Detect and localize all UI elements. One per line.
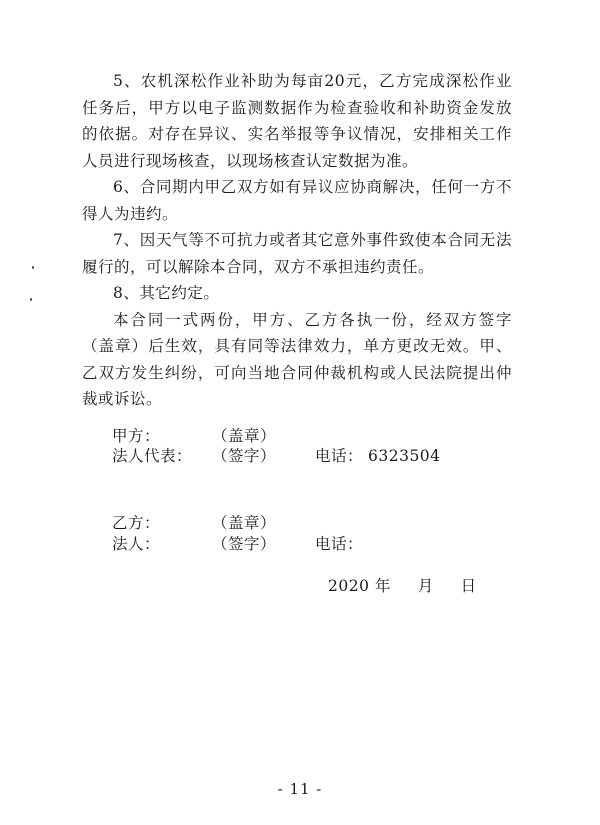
effectiveness-clause: 本合同一式两份，甲方、乙方各执一份，经双方签字（盖章）后生效，具有同等法律效力，单方更改无效。甲、乙双方发生纠纷，可向当地合同仲裁机构或人民法院提出仲裁或诉讼。 — [82, 310, 512, 408]
contract-body — [82, 68, 512, 413]
clause-7: 7、因天气等不可抗力或者其它意外事件致使本合同无法履行的，可以解除本合同，双方不承担违约责任。 — [82, 231, 512, 276]
party-a-phone-label: 电话： — [315, 447, 364, 465]
date-month-unit: 月 — [417, 577, 434, 595]
party-a-label: 甲方： — [112, 427, 161, 445]
scan-speck — [30, 298, 32, 301]
party-b-phone-label: 电话： — [315, 535, 364, 553]
party-b-seal: （盖章） — [212, 514, 277, 532]
page-number: - 11 - — [277, 780, 323, 798]
party-a-phone: 6323504 — [368, 447, 441, 465]
party-b-rep-label: 法人： — [112, 535, 161, 553]
date-day-unit: 日 — [460, 577, 477, 595]
party-a-seal: （盖章） — [212, 427, 277, 445]
party-b-sign: （签字） — [212, 535, 277, 553]
party-a-rep-label: 法人代表： — [112, 447, 193, 465]
clause-8: 8、其它约定。 — [113, 284, 220, 302]
party-a-sign: （签字） — [212, 447, 277, 465]
party-b-label: 乙方： — [112, 514, 161, 532]
clause-5: 5、农机深松作业补助为每亩20元，乙方完成深松作业任务后，甲方以电子监测数据作为检查验收和补助资金发放的依据。对存在异议、实名举报等争议情况，安排相关工作人员进行现场核查，以现场核查认定数据为准。 — [82, 72, 512, 170]
clause-6: 6、合同期内甲乙双方如有异议应协商解决，任何一方不得人为违约。 — [82, 178, 512, 223]
signing-date — [328, 574, 477, 596]
date-year: 2020 — [328, 577, 370, 595]
scan-speck — [32, 266, 34, 269]
date-year-unit: 年 — [374, 577, 391, 595]
